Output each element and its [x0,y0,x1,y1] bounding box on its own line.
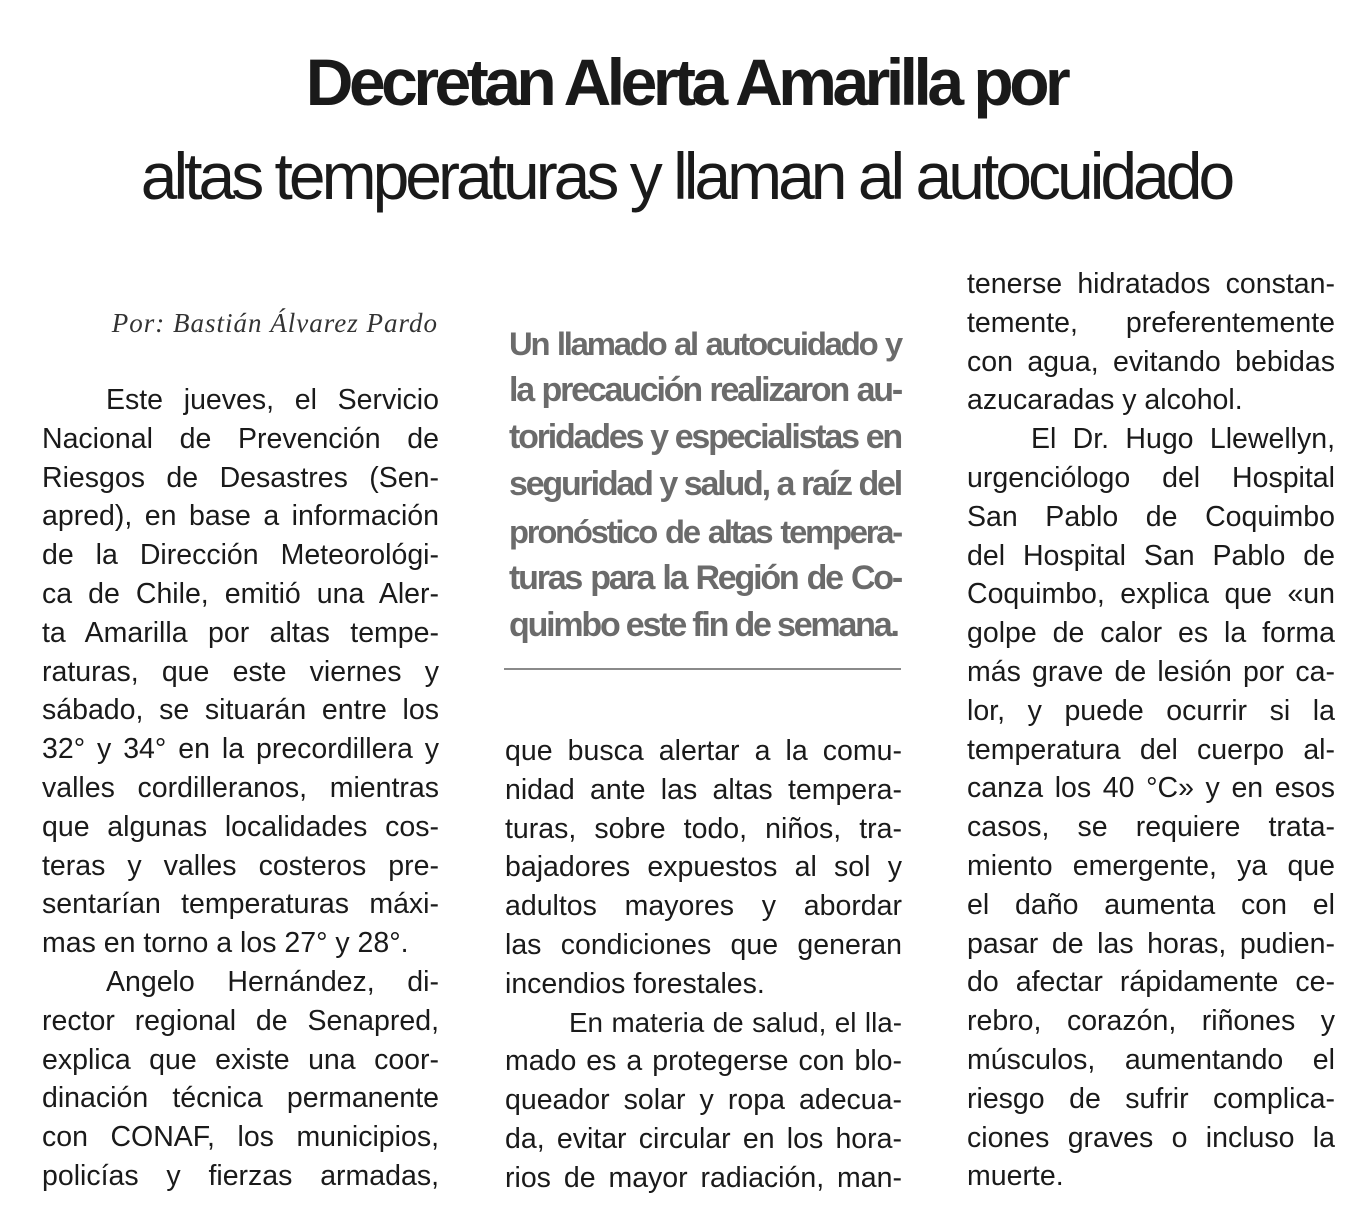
column-1-line: ta Amarilla por altas tempe- [42,616,439,649]
column-1-line: teras y valles costeros pre- [42,849,439,882]
pull-quote-line: seguridad y salud, a raíz del [509,465,901,503]
column-2-line: En materia de salud, el lla- [569,1006,902,1038]
column-3-line: el daño aumenta con el [967,888,1335,921]
article-column-3 [967,265,1335,1196]
article-column-2 [505,732,902,1198]
column-3-line: del Hospital San Pablo de [967,539,1335,572]
column-2-line: mado es a protegerse con blo- [505,1045,902,1078]
column-1-line: mas en torno a los 27° y 28°. [42,927,409,960]
column-3-line: San Pablo de Coquimbo [967,500,1335,533]
pull-quote-line: la precaución realizaron au- [509,371,901,409]
column-3-line: golpe de calor es la forma [967,617,1335,650]
column-3-line: temente, preferentemente [967,306,1335,339]
column-2-line: incendios forestales. [505,967,765,1000]
column-1-line: Este jueves, el Servicio [106,384,439,416]
column-3-line: El Dr. Hugo Llewellyn, [1031,423,1335,456]
column-1-line: Angelo Hernández, di- [106,965,439,998]
column-1-line: con CONAF, los municipios, [42,1121,439,1154]
pull-quote-line: quimbo este fin de semana. [509,606,898,644]
column-1-line: sentarían temperaturas máxi- [42,888,439,921]
column-3-line: miento emergente, ya que [967,849,1335,882]
column-3-line: azucaradas y alcohol. [967,384,1243,417]
column-3-line: casos, se requiere trata- [967,811,1335,844]
column-2-line: que busca alertar a la comu- [505,735,902,767]
column-3-line: temperatura del cuerpo al- [967,733,1335,766]
column-1-line: dinación técnica permanente [42,1082,439,1115]
column-3-line: tenerse hidratados constan- [967,268,1335,300]
column-2-line: turas, sobre todo, niños, tra- [505,812,902,845]
column-1-line: raturas, que este viernes y [42,655,439,688]
column-1-line: rector regional de Senapred, [42,1004,439,1037]
pull-quote-line: pronóstico de altas tempera- [509,513,901,550]
pull-quote-line: Un llamado al autocuidado y [509,325,901,362]
column-3-line: riesgo de sufrir complica- [967,1082,1335,1115]
column-3-line: muerte. [967,1160,1064,1193]
column-3-line: más grave de lesión por ca- [967,655,1335,688]
column-1-line: ca de Chile, emitió una Aler- [42,577,439,610]
column-1-line: explica que existe una coor- [42,1043,439,1076]
column-2-line: queador solar y ropa adecua- [505,1084,902,1117]
article-column-1 [42,381,439,1196]
column-1-line: policías y fierzas armadas, [42,1159,439,1192]
pull-quote-line: toridades y especialistas en [509,418,901,456]
column-2-line: nidad ante las altas tempera- [505,773,902,806]
column-3-line: lor, y puede ocurrir si la [967,694,1335,727]
column-2-line: bajadores expuestos al sol y [505,851,902,884]
column-2-line: las condiciones que generan [505,928,902,961]
column-1-line: sábado, se situarán entre los [42,694,439,727]
column-3-line: Coquimbo, explica que «un [967,578,1335,611]
column-2-line: da, evitar circular en los hora- [505,1122,902,1155]
pull-quote-line: turas para la Región de Co- [509,559,901,597]
column-3-line: músculos, aumentando el [967,1043,1335,1076]
column-2-line: rios de mayor radiación, man- [505,1161,902,1194]
headline-line-2: altas temperaturas y llaman al autocuidado [140,139,1232,213]
column-1-line: que algunas localidades cos- [42,810,439,843]
column-3-line: urgenciólogo del Hospital [967,461,1335,494]
column-1-line: de la Dirección Meteorológi- [42,539,439,572]
column-3-line: canza los 40 °C» y en esos [967,772,1335,805]
column-3-line: con agua, evitando bebidas [967,345,1335,378]
column-3-line: ciones graves o incluso la [967,1121,1335,1154]
pull-quote-divider [504,668,901,670]
pull-quote [509,320,901,649]
column-1-line: Riesgos de Desastres (Sen- [42,461,439,494]
column-3-line: rebro, corazón, riñones y [967,1005,1335,1038]
column-3-line: do afectar rápidamente ce- [967,966,1335,999]
column-2-line: adultos mayores y abordar [505,890,902,923]
column-1-line: 32° y 34° en la precordillera y [42,733,439,766]
column-3-line: pasar de las horas, pudien- [967,927,1335,960]
column-1-line: valles cordilleranos, mientras [42,771,439,804]
column-1-line: Nacional de Prevención de [42,422,439,455]
byline: Por: Bastián Álvarez Pardo [111,308,438,338]
column-1-line: apred), en base a información [42,500,439,533]
headline-line-1: Decretan Alerta Amarilla por [305,45,1067,119]
